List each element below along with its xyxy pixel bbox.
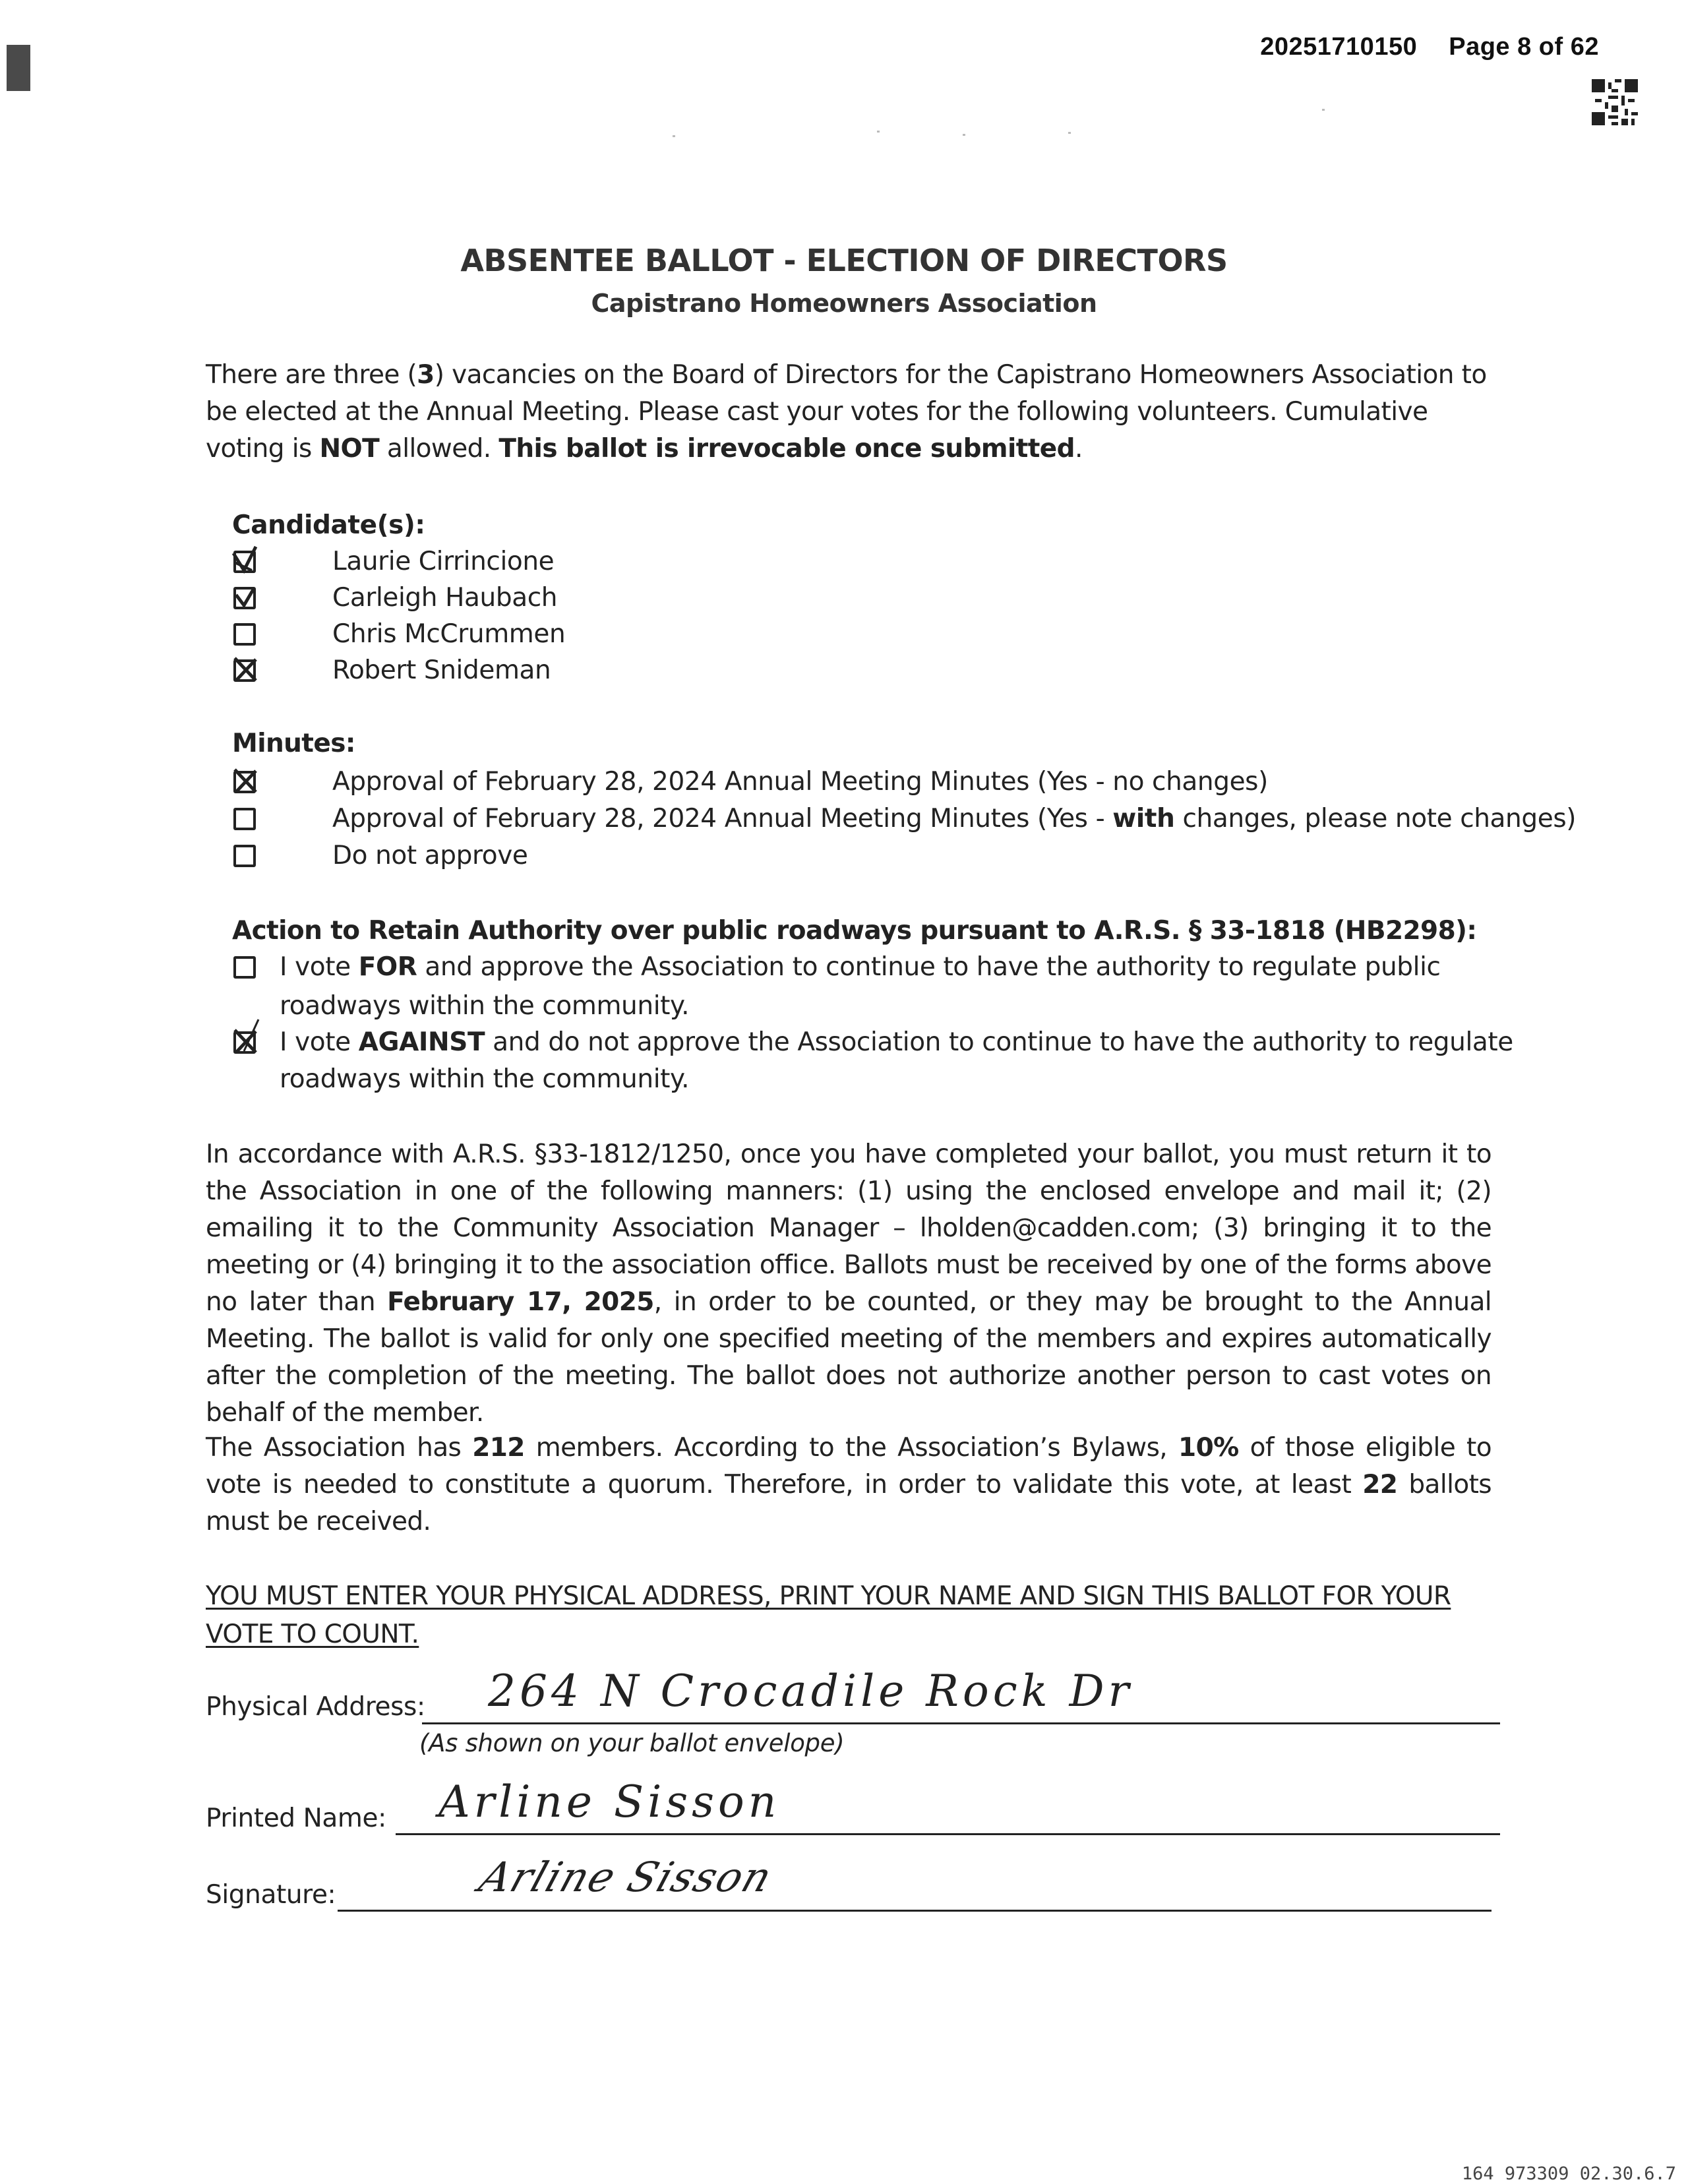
- signature-label: Signature:: [206, 1880, 336, 1910]
- x-mark-icon: [229, 764, 262, 797]
- signature-requirement-notice: YOU MUST ENTER YOUR PHYSICAL ADDRESS, PRINT YOUR NAME AND SIGN THIS BALLOT FOR YOUR VOTE TO COUNT.: [206, 1581, 1451, 1649]
- x-mark-icon: [229, 653, 262, 686]
- checkbox-minutes-do-not-approve[interactable]: [233, 845, 256, 867]
- candidate-name: Laurie Cirrincione: [332, 547, 555, 576]
- document-number: 20251710150: [1260, 33, 1418, 61]
- roadways-option-against[interactable]: I vote AGAINST and do not approve the Association to continue to have the authority to regulate: [233, 1027, 1513, 1057]
- printed-name-field[interactable]: Arline Sisson: [438, 1776, 781, 1827]
- roadways-for-line2: roadways within the community.: [280, 991, 690, 1021]
- address-label: Physical Address:: [206, 1692, 425, 1722]
- minutes-option-do-not-approve[interactable]: Do not approve: [233, 841, 528, 870]
- checkbox-vote-for[interactable]: [233, 956, 256, 979]
- scan-footer-code: 164 973309 02.30.6.7: [1461, 2164, 1676, 2184]
- roadways-heading: Action to Retain Authority over public roadways pursuant to A.R.S. § 33-1818 (HB2298):: [232, 916, 1477, 946]
- checkbox-vote-against[interactable]: [233, 1031, 256, 1054]
- ballot-title: ABSENTEE BALLOT - ELECTION OF DIRECTORS: [460, 243, 1228, 278]
- address-note: (As shown on your ballot envelope): [419, 1729, 845, 1757]
- signature-field[interactable]: Arline Sisson: [473, 1853, 779, 1901]
- signature-line: [338, 1910, 1492, 1912]
- checkbox-minutes-with-changes[interactable]: [233, 808, 256, 830]
- return-instructions-paragraph: In accordance with A.R.S. §33-1812/1250, once you have completed your ballot, you must return it to the Association in one of the following manners: (1) using the enclosed envelope and mail it; (2) emailing it to the Community Association Manager – lholden@cadden.com; (3) bringing it to the meeting or (4) bringing it to the association office. Ballots must be received by one of the forms above no later than February 17, 2025, in order to be counted, or they may be brought to the Annual Meeting. The ballot is valid for only one specified meeting of the members and expires automatically after the completion of the meeting. The ballot does not authorize another person to cast votes on behalf of the member.: [206, 1139, 1492, 1428]
- address-field[interactable]: 264 N Crocadile Rock Dr: [488, 1666, 1133, 1716]
- address-line: [422, 1722, 1500, 1724]
- quorum-paragraph: The Association has 212 members. According to the Association’s Bylaws, 10% of those eligible to vote is needed to constitute a quorum. Therefore, in order to validate this vote, at least 22 ballots must be received.: [206, 1433, 1492, 1536]
- roadways-against-line2: roadways within the community.: [280, 1064, 690, 1094]
- candidate-row[interactable]: [233, 655, 551, 685]
- checkbox-laurie-cirrincione[interactable]: [233, 551, 256, 573]
- check-mark-icon: [229, 544, 262, 577]
- intro-paragraph: There are three (3) vacancies on the Board of Directors for the Capistrano Homeowners Association to be elected at the Annual Meeting. Please cast your votes for the following volunteers. Cumulative voting is NOT allowed. This ballot is irrevocable once submitted.: [206, 360, 1487, 464]
- candidate-row[interactable]: [233, 619, 565, 649]
- check-mark-icon: [229, 580, 262, 613]
- roadways-option-for[interactable]: I vote FOR and approve the Association to continue to have the authority to regulate public: [233, 952, 1441, 982]
- printed-name-label: Printed Name:: [206, 1804, 386, 1833]
- candidate-name: Robert Snideman: [332, 655, 551, 685]
- checkbox-carleigh-haubach[interactable]: [233, 587, 256, 609]
- checkbox-chris-mccrummen[interactable]: [233, 623, 256, 646]
- page-indicator: Page 8 of 62: [1449, 33, 1599, 61]
- candidates-heading: Candidate(s):: [232, 510, 425, 540]
- qr-code-icon: [1592, 79, 1638, 125]
- minutes-option-no-changes[interactable]: Approval of February 28, 2024 Annual Meeting Minutes (Yes - no changes): [233, 767, 1268, 797]
- association-name: Capistrano Homeowners Association: [591, 289, 1097, 318]
- checkbox-robert-snideman[interactable]: [233, 659, 256, 682]
- minutes-heading: Minutes:: [232, 729, 355, 758]
- candidate-name: Carleigh Haubach: [332, 583, 558, 613]
- printed-name-line: [396, 1833, 1500, 1835]
- x-mark-icon: [229, 1025, 262, 1058]
- minutes-option-with-changes[interactable]: Approval of February 28, 2024 Annual Meeting Minutes (Yes - with changes, please note changes): [233, 804, 1576, 834]
- page-header: [1260, 33, 1599, 61]
- checkbox-minutes-no-changes[interactable]: [233, 771, 256, 793]
- candidate-row[interactable]: [233, 547, 554, 576]
- candidate-name: Chris McCrummen: [332, 619, 566, 649]
- scan-edge-mark: [7, 45, 30, 91]
- candidate-row[interactable]: [233, 583, 557, 613]
